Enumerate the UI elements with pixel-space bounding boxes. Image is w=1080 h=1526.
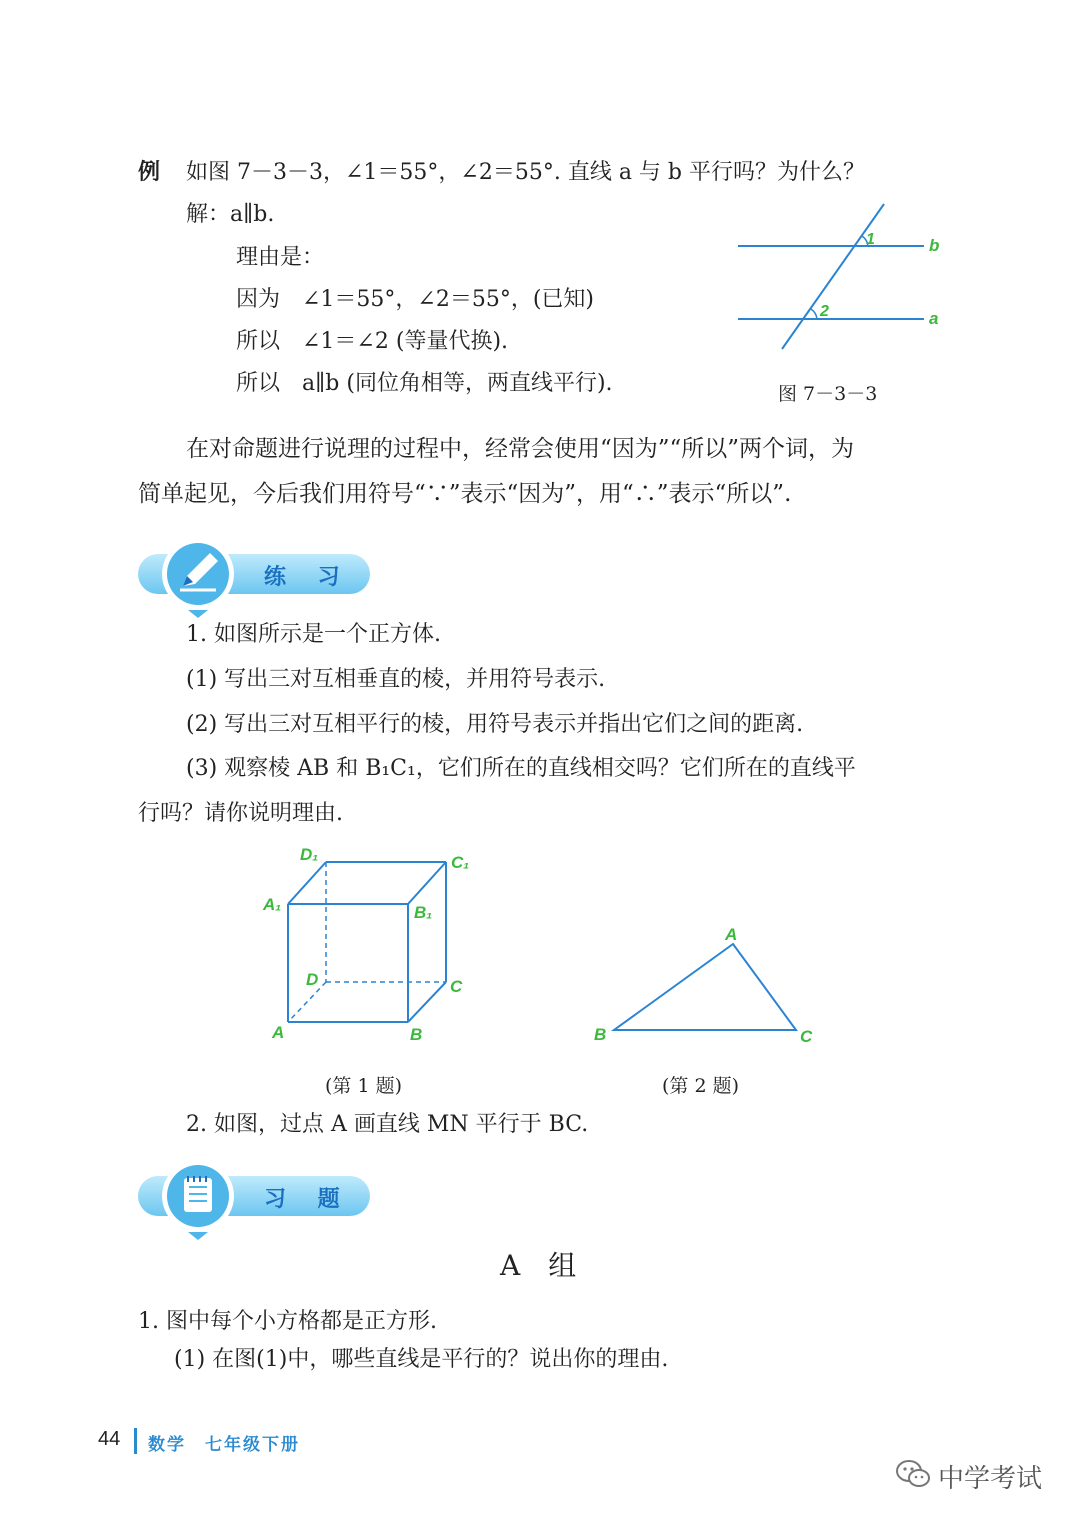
reason-title: 理由是： (236, 245, 325, 270)
practice-q1-3b: 行吗？请你说明理由. (138, 801, 343, 826)
cube-label-c: C (450, 977, 463, 996)
page-number: 44 (98, 1428, 121, 1450)
example-solution: 解：a∥b. (186, 202, 275, 227)
practice-q1: 1. 如图所示是一个正方体. (186, 622, 441, 647)
reason-step-3: 所以 a∥b (同位角相等，两直线平行). (236, 371, 613, 396)
footer-divider (134, 1428, 137, 1454)
cube-label-a1: A₁ (263, 895, 282, 914)
wechat-icon (895, 1458, 931, 1490)
cube-caption: (第 1 题) (325, 1075, 402, 1097)
cube-label-b1: B₁ (414, 903, 433, 922)
triangle-label-c: C (800, 1027, 813, 1046)
reason-step-1: 因为 ∠1＝55°，∠2＝55°，(已知) (236, 287, 595, 312)
cube-label-d1: D₁ (300, 845, 319, 864)
paragraph-line-1: 在对命题进行说理的过程中，经常会使用“因为”“所以”两个词，为 (186, 436, 855, 462)
angle-1-label: 1 (866, 231, 875, 248)
line-b-label: b (929, 236, 940, 255)
line-a-label: a (929, 309, 939, 328)
notepad-icon (184, 1176, 212, 1212)
group-title: A 组 (500, 1249, 577, 1282)
exercise-q1: 1. 图中每个小方格都是正方形. (138, 1309, 437, 1334)
triangle-caption: (第 2 题) (662, 1075, 739, 1097)
watermark-text: 中学考试 (938, 1464, 1043, 1494)
reason-step-2: 所以 ∠1＝∠2 (等量代换). (236, 329, 509, 354)
triangle-label-a: A (725, 925, 738, 944)
book-title: 数学 七年级下册 (148, 1435, 300, 1455)
practice-title: 练 习 (264, 565, 352, 590)
cube-label-b: B (410, 1025, 423, 1044)
practice-q2: 2. 如图，过点 A 画直线 MN 平行于 BC. (186, 1112, 589, 1137)
cube-label-c1: C₁ (451, 853, 470, 872)
figure-733-caption: 图 7－3－3 (778, 383, 878, 405)
practice-q1-2: (2) 写出三对互相平行的棱，用符号表示并指出它们之间的距离. (186, 712, 804, 737)
angle-2-label: 2 (820, 303, 829, 320)
practice-q1-3a: (3) 观察棱 AB 和 B₁C₁，它们所在的直线相交吗？它们所在的直线平 (186, 756, 856, 781)
exercise-q1-1: (1) 在图(1)中，哪些直线是平行的？说出你的理由. (174, 1347, 669, 1372)
paragraph-line-2: 简单起见，今后我们用符号“∵”表示“因为”，用“∴”表示“所以”. (138, 481, 792, 507)
triangle-label-b: B (594, 1025, 607, 1044)
practice-q1-1: (1) 写出三对互相垂直的棱，并用符号表示. (186, 667, 606, 692)
cube-label-a: A (272, 1023, 285, 1042)
example-question: 如图 7－3－3，∠1＝55°，∠2＝55°. 直线 a 与 b 平行吗？为什么？ (186, 160, 865, 185)
example-label: 例 (138, 160, 161, 185)
cube-label-d: D (306, 970, 319, 989)
exercise-title: 习 题 (264, 1187, 352, 1212)
exercise-banner (136, 1160, 376, 1240)
